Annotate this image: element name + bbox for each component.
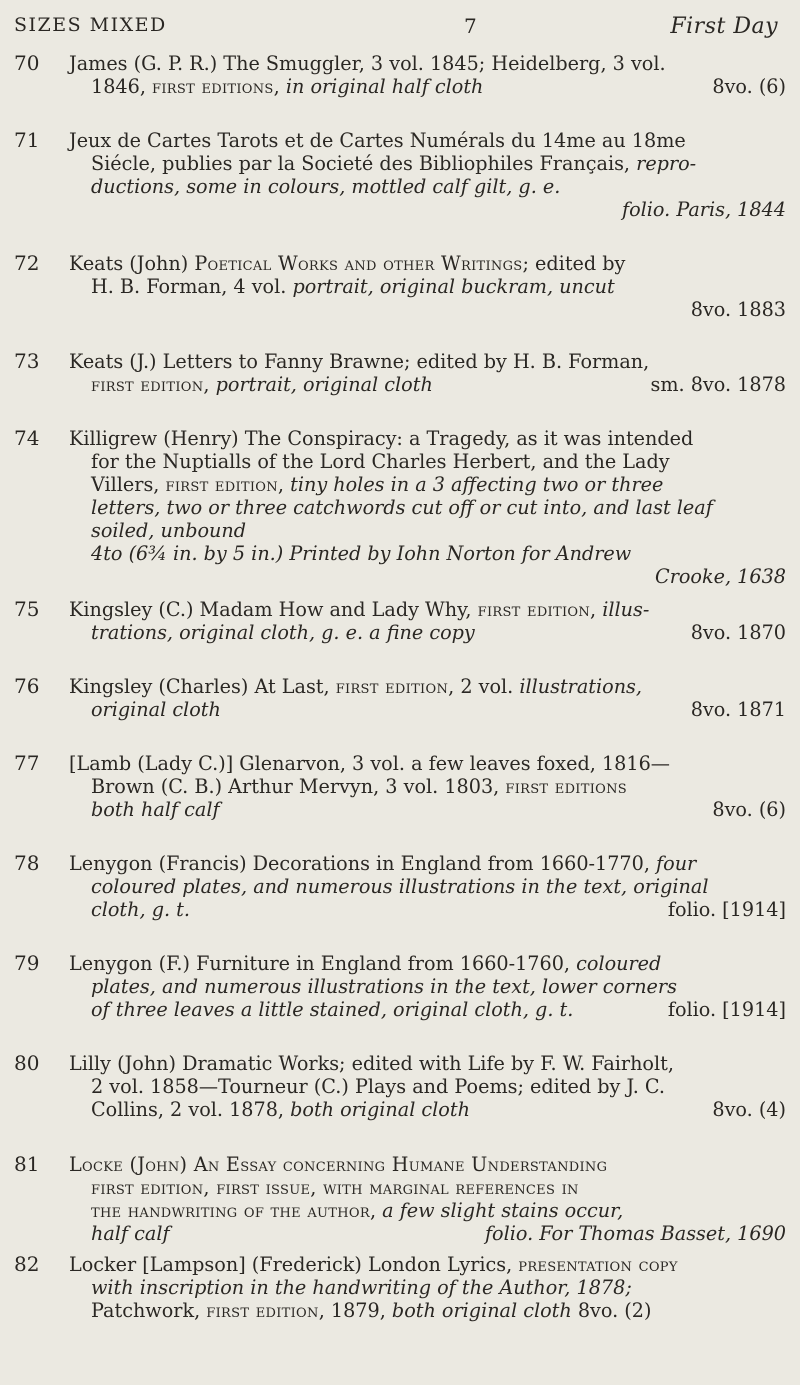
lot-entry (14, 1253, 786, 1322)
lot-number: 81 (14, 1152, 40, 1176)
entry-line: ductions, some in colours, mottled calf gilt, g. e. (91, 175, 561, 198)
lot-entry (14, 52, 786, 98)
lot-number: 79 (14, 951, 40, 975)
entry-line: H. B. Forman, 4 vol. portrait, original buckram, uncut (91, 275, 615, 298)
entry-line: first edition, first issue, with marginal references in (91, 1176, 579, 1199)
entry-line: the handwriting of the author, a few slight stains occur, (91, 1199, 624, 1222)
lot-description (69, 675, 786, 721)
lot-description (69, 1153, 786, 1245)
entry-line: first edition, portrait, original cloth sm. 8vo. 1878 (91, 373, 786, 396)
lot-description (69, 52, 786, 98)
entry-line: Locker [Lampson] (Frederick) London Lyrics, presentation copy (69, 1253, 678, 1276)
lot-number: 73 (14, 349, 40, 373)
entry-line: Lenygon (F.) Furniture in England from 1660-1760, coloured (69, 952, 662, 975)
entry-line: Lilly (John) Dramatic Works; edited with Life by F. W. Fairholt, (69, 1052, 674, 1075)
entry-line: Brown (C. B.) Arthur Mervyn, 3 vol. 1803, first editions (91, 775, 627, 798)
entry-line: Crooke, 1638 (655, 565, 786, 588)
sale-day: First Day (670, 14, 778, 39)
entry-line: Killigrew (Henry) The Conspiracy: a Tragedy, as it was intended (69, 427, 694, 450)
entry-line: Siécle, publies par la Societé des Bibliophiles Français, repro- (91, 152, 697, 175)
entry-line: Jeux de Cartes Tarots et de Cartes Numérals du 14me au 18me (69, 129, 686, 152)
entry-line: letters, two or three catchwords cut off or cut into, and last leaf (91, 496, 713, 519)
lot-description (69, 427, 786, 588)
lot-description (69, 852, 786, 921)
lot-entry (14, 252, 786, 321)
page-number: 7 (464, 14, 478, 38)
lot-number: 78 (14, 851, 40, 875)
entry-line: 1846, first editions, in original half cloth 8vo. (6) (91, 75, 786, 98)
entry-line: soiled, unbound (91, 519, 247, 542)
lot-entry (14, 427, 786, 588)
entry-line: Villers, first edition, tiny holes in a 3 affecting two or three (91, 473, 664, 496)
lot-entry (14, 852, 786, 921)
lot-number: 70 (14, 51, 40, 75)
entry-line: 4to (6¾ in. by 5 in.) Printed by Iohn Norton for Andrew (91, 542, 632, 565)
lot-description (69, 252, 786, 321)
entry-line: for the Nuptialls of the Lord Charles Herbert, and the Lady (91, 450, 670, 473)
entry-line: half calf folio. For Thomas Basset, 1690 (91, 1222, 786, 1245)
entry-line: 2 vol. 1858—Tourneur (C.) Plays and Poems; edited by J. C. (91, 1075, 665, 1098)
lot-number: 77 (14, 751, 40, 775)
entry-line: Keats (John) Poetical Works and other Writings; edited by (69, 252, 626, 275)
lot-number: 74 (14, 426, 40, 450)
lot-entry (14, 350, 786, 396)
entry-line: Keats (J.) Letters to Fanny Brawne; edited by H. B. Forman, (69, 350, 650, 373)
lot-description (69, 350, 786, 396)
lot-entry (14, 752, 786, 821)
lot-description (69, 952, 786, 1021)
entry-line: cloth, g. t. folio. [1914] (91, 898, 786, 921)
entry-line: original cloth 8vo. 1871 (91, 698, 786, 721)
entry-line: folio. Paris, 1844 (621, 198, 786, 221)
lot-number: 72 (14, 251, 40, 275)
lot-number: 80 (14, 1051, 40, 1075)
lot-number: 75 (14, 597, 40, 621)
lot-entry (14, 675, 786, 721)
entry-line: both half calf 8vo. (6) (91, 798, 786, 821)
entry-line: 8vo. 1883 (690, 298, 786, 321)
entry-line: Locke (John) An Essay concerning Humane Understanding (69, 1153, 608, 1176)
entry-line: Collins, 2 vol. 1878, both original cloth 8vo. (4) (91, 1098, 786, 1121)
section-title: SIZES MIXED (14, 14, 167, 36)
entry-line: Kingsley (C.) Madam How and Lady Why, first edition, illus- (69, 598, 650, 621)
lot-description (69, 129, 786, 221)
page-header (14, 14, 778, 44)
lot-entry (14, 129, 786, 221)
lot-number: 71 (14, 128, 40, 152)
lot-description (69, 1253, 786, 1322)
lot-entry (14, 598, 786, 644)
entry-line: with inscription in the handwriting of the Author, 1878; (91, 1276, 632, 1299)
entry-line: Patchwork, first edition, 1879, both original cloth 8vo. (2) (91, 1299, 652, 1322)
entry-line: Kingsley (Charles) At Last, first edition, 2 vol. illustrations, (69, 675, 642, 698)
lot-entry (14, 1052, 786, 1121)
entry-line: Lenygon (Francis) Decorations in England from 1660-1770, four (69, 852, 697, 875)
lot-description (69, 1052, 786, 1121)
lot-entry (14, 1153, 786, 1245)
lot-description (69, 598, 786, 644)
entry-line: coloured plates, and numerous illustrations in the text, original (91, 875, 709, 898)
entry-line: [Lamb (Lady C.)] Glenarvon, 3 vol. a few leaves foxed, 1816— (69, 752, 670, 775)
entry-line: James (G. P. R.) The Smuggler, 3 vol. 1845; Heidelberg, 3 vol. (69, 52, 666, 75)
lot-number: 82 (14, 1252, 40, 1276)
entry-line: of three leaves a little stained, original cloth, g. t. folio. [1914] (91, 998, 786, 1021)
lot-description (69, 752, 786, 821)
entry-line: trations, original cloth, g. e. a fine copy 8vo. 1870 (91, 621, 786, 644)
lot-number: 76 (14, 674, 40, 698)
entry-line: plates, and numerous illustrations in the text, lower corners (91, 975, 677, 998)
lot-entry (14, 952, 786, 1021)
